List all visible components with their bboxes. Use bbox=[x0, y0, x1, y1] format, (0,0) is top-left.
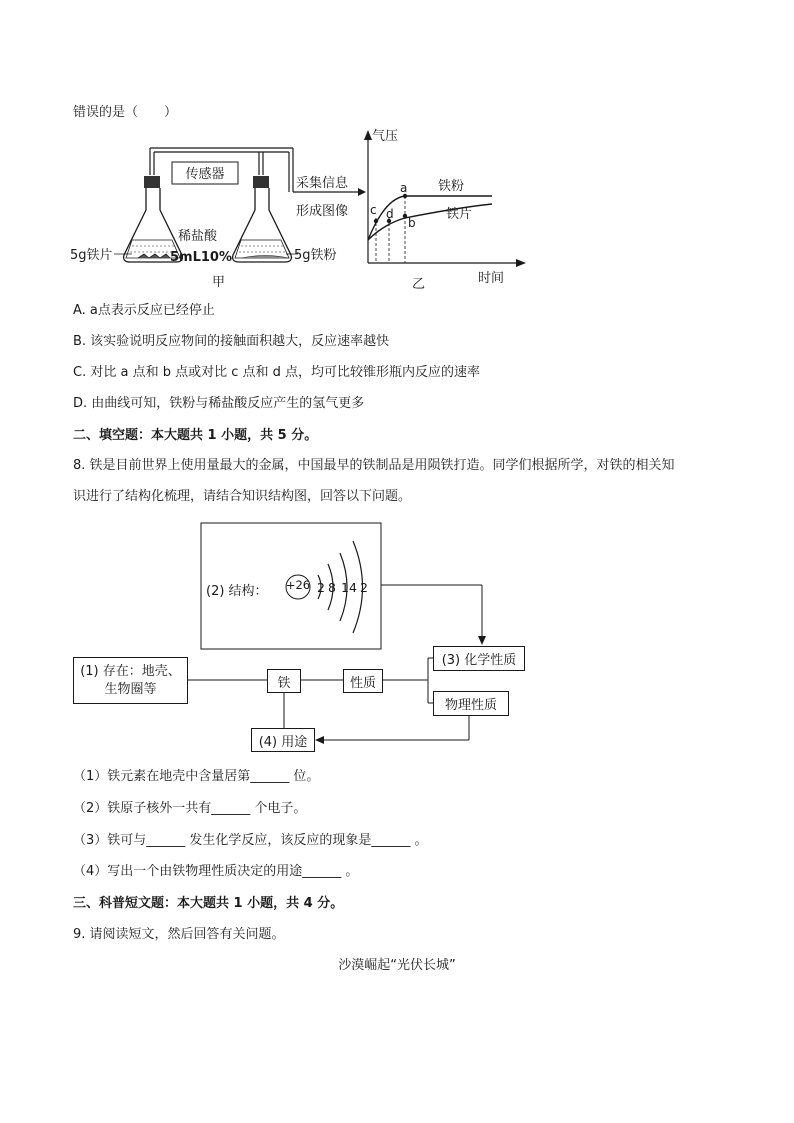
shell-2: 8 bbox=[328, 580, 336, 595]
option-a: A. a点表示反应已经停止 bbox=[73, 303, 215, 318]
iron-powder-label: 5g铁粉 bbox=[294, 248, 337, 263]
option-b: B. 该实验说明反应物间的接触面积越大，反应速率越快 bbox=[73, 334, 390, 349]
sub-question-4: （4）写出一个由铁物理性质决定的用途______ 。 bbox=[73, 864, 359, 879]
acid-label: 稀盐酸 bbox=[178, 229, 218, 244]
point-a: a bbox=[400, 181, 408, 195]
form-label: 形成图像 bbox=[296, 204, 349, 219]
section-2-heading: 二、填空题：本大题共 1 小题，共 5 分。 bbox=[73, 428, 318, 443]
nucleus-charge: +26 bbox=[285, 578, 311, 592]
experiment-figure bbox=[60, 120, 530, 295]
shell-1: 2 bbox=[317, 580, 325, 595]
option-c: C. 对比 a 点和 b 点或对比 c 点和 d 点，均可比较锥形瓶内反应的速率 bbox=[73, 365, 481, 380]
sub-question-2: （2）铁原子核外一共有______ 个电子。 bbox=[73, 801, 307, 816]
section-3-heading: 三、科普短文题：本大题共 1 小题，共 4 分。 bbox=[73, 896, 344, 911]
shell-4: 2 bbox=[360, 580, 368, 595]
structure-diagram bbox=[70, 518, 540, 758]
point-b: b bbox=[408, 216, 416, 230]
x-axis-label: 时间 bbox=[478, 271, 505, 286]
sheet-curve-label: 铁片 bbox=[446, 207, 473, 222]
caption-yi: 乙 bbox=[412, 277, 426, 292]
sensor-label: 传感器 bbox=[185, 167, 225, 182]
iron-sheet-label: 5g铁片 bbox=[70, 248, 113, 263]
acid-amount-label: 5mL10% bbox=[170, 250, 232, 265]
collect-label: 采集信息 bbox=[296, 176, 349, 191]
caption-jia: 甲 bbox=[212, 275, 226, 290]
powder-curve-label: 铁粉 bbox=[438, 179, 465, 194]
point-d: d bbox=[386, 207, 394, 221]
chemical-property-box: (3) 化学性质 bbox=[433, 646, 525, 671]
q8-line-2: 识进行了结构化梳理，请结合知识结构图，回答以下问题。 bbox=[73, 489, 412, 504]
option-d: D. 由曲线可知，铁粉与稀盐酸反应产生的氢气更多 bbox=[73, 396, 365, 411]
existence-box: (1) 存在：地壳、 生物圈等 bbox=[73, 657, 188, 704]
sub-question-1: （1）铁元素在地壳中含量居第______ 位。 bbox=[73, 769, 320, 784]
y-axis-label: 气压 bbox=[372, 129, 399, 144]
intro-line: 错误的是（ ） bbox=[73, 105, 178, 120]
shell-3: 14 bbox=[341, 580, 357, 595]
point-c: c bbox=[370, 203, 377, 217]
iron-box: 铁 bbox=[267, 669, 301, 693]
usage-box: (4) 用途 bbox=[251, 728, 315, 752]
q9-line: 9. 请阅读短文，然后回答有关问题。 bbox=[73, 927, 285, 942]
q8-line-1: 8. 铁是目前世界上使用量最大的金属，中国最早的铁制品是用陨铁打造。同学们根据所学，对铁的相关知 bbox=[73, 458, 675, 473]
structure-label: (2) 结构： bbox=[206, 584, 268, 599]
sub-question-3: （3）铁可与______ 发生化学反应，该反应的现象是______ 。 bbox=[73, 833, 428, 848]
article-title: 沙漠崛起“光伏长城” bbox=[338, 958, 456, 973]
property-box: 性质 bbox=[343, 669, 383, 693]
physical-property-box: 物理性质 bbox=[433, 691, 509, 716]
